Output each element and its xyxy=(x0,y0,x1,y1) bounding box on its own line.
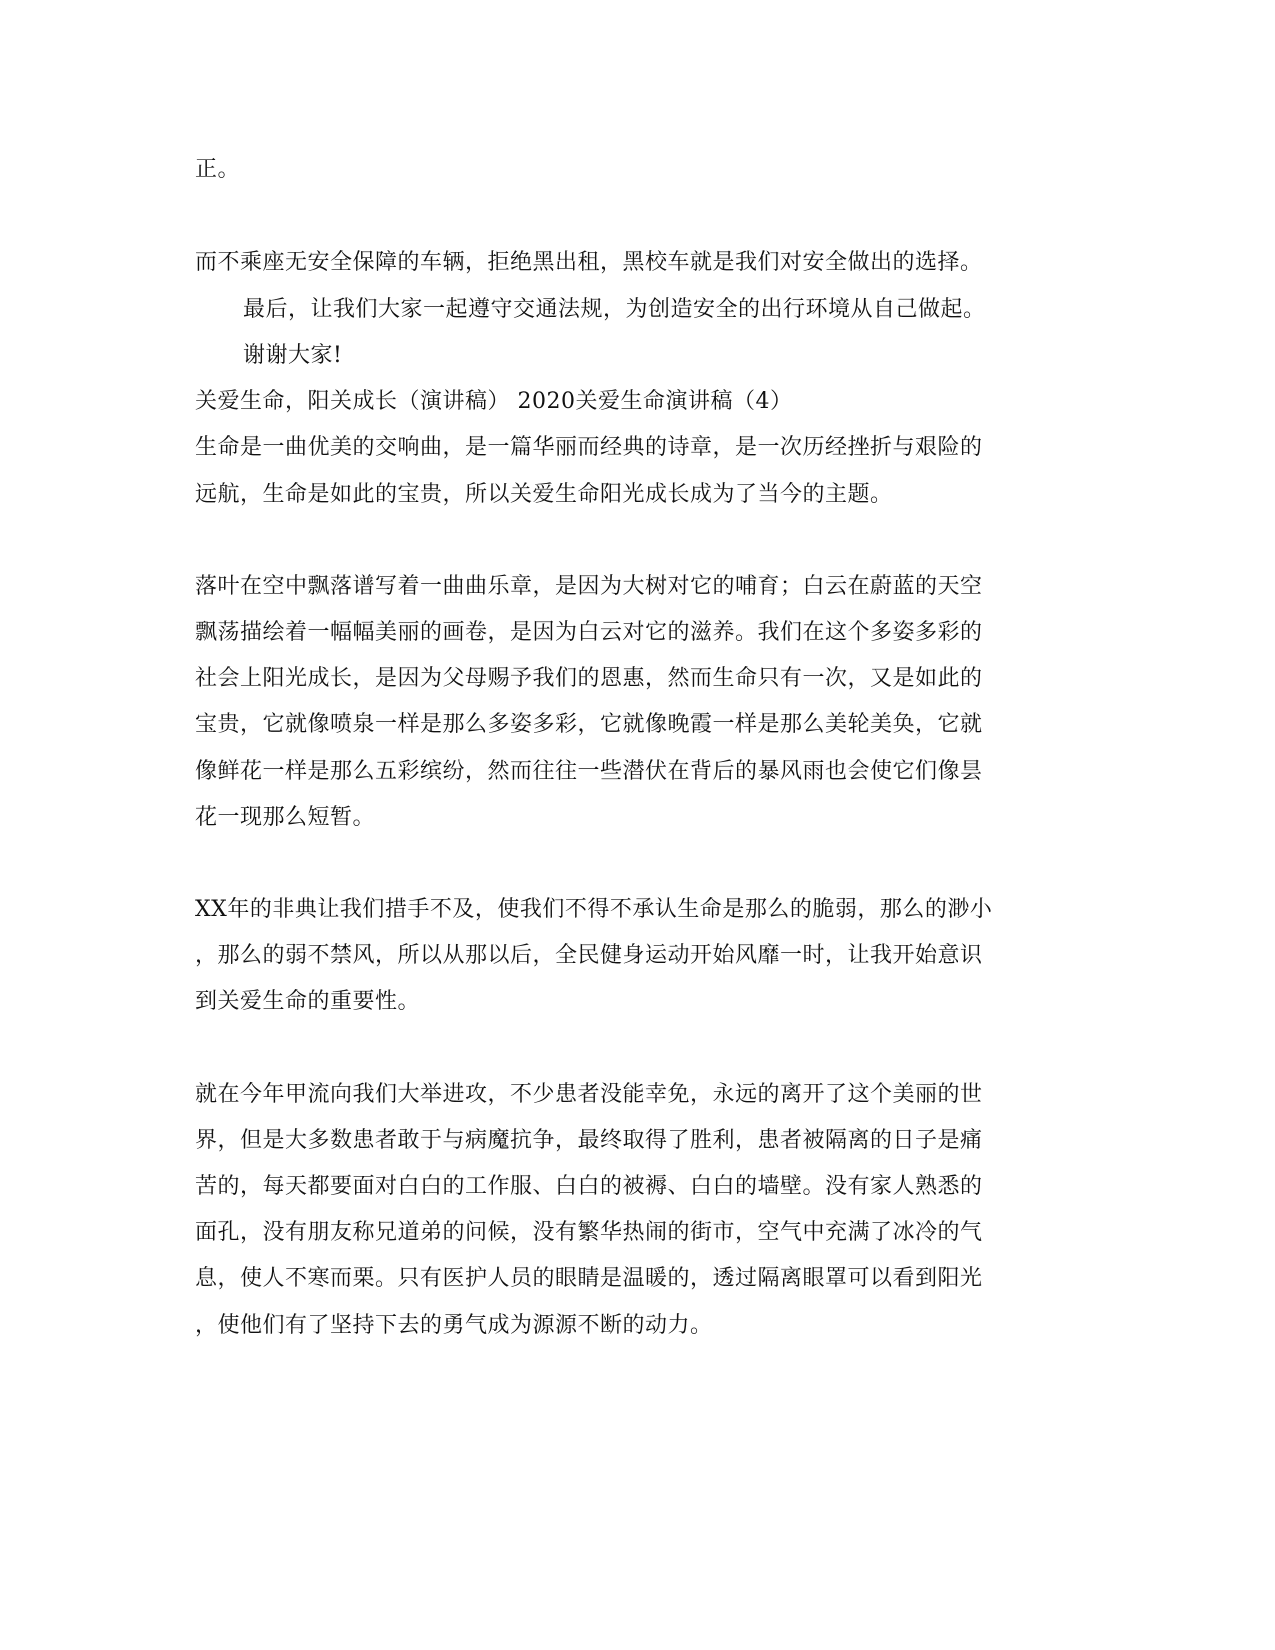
section-heading: 关爱生命，阳关成长（演讲稿） 2020关爱生命演讲稿（4） xyxy=(195,389,793,414)
text-line: 飘荡描绘着一幅幅美丽的画卷，是因为白云对它的滋养。我们在这个多姿多彩的 xyxy=(195,620,983,645)
text-line: 最后，让我们大家一起遵守交通法规，为创造安全的出行环境从自己做起。 xyxy=(243,297,986,322)
text-line: 落叶在空中飘落谱写着一曲曲乐章，是因为大树对它的哺育；白云在蔚蓝的天空 xyxy=(195,574,983,599)
text-line: 而不乘座无安全保障的车辆，拒绝黑出租，黑校车就是我们对安全做出的选择。 xyxy=(195,250,983,275)
text-line: ，使他们有了坚持下去的勇气成为源源不断的动力。 xyxy=(195,1313,713,1338)
text-line: ，那么的弱不禁风，所以从那以后，全民健身运动开始风靡一时，让我开始意识 xyxy=(195,943,983,968)
text-line: 宝贵，它就像喷泉一样是那么多姿多彩，它就像晚霞一样是那么美轮美奂，它就 xyxy=(195,712,983,737)
text-line: 到关爱生命的重要性。 xyxy=(195,989,421,1014)
text-line: 远航，生命是如此的宝贵，所以关爱生命阳光成长成为了当今的主题。 xyxy=(195,482,893,507)
text-line: 花一现那么短暂。 xyxy=(195,805,376,830)
text-line: 正。 xyxy=(195,157,241,182)
text-line: 面孔，没有朋友称兄道弟的问候，没有繁华热闹的街市，空气中充满了冰冷的气 xyxy=(195,1220,983,1245)
text-line: 社会上阳光成长，是因为父母赐予我们的恩惠，然而生命只有一次，又是如此的 xyxy=(195,666,983,691)
text-line: 像鲜花一样是那么五彩缤纷，然而往往一些潜伏在背后的暴风雨也会使它们像昙 xyxy=(195,759,983,784)
text-line: 苦的，每天都要面对白白的工作服、白白的被褥、白白的墙壁。没有家人熟悉的 xyxy=(195,1174,983,1199)
text-line: 谢谢大家! xyxy=(243,343,343,368)
text-line: 就在今年甲流向我们大举进攻，不少患者没能幸免，永远的离开了这个美丽的世 xyxy=(195,1082,983,1107)
text-line: 界，但是大多数患者敢于与病魔抗争，最终取得了胜利，患者被隔离的日子是痛 xyxy=(195,1128,983,1153)
text-line: 息，使人不寒而栗。只有医护人员的眼睛是温暖的，透过隔离眼罩可以看到阳光 xyxy=(195,1266,983,1291)
text-line: 生命是一曲优美的交响曲，是一篇华丽而经典的诗章，是一次历经挫折与艰险的 xyxy=(195,435,983,460)
text-line: XX年的非典让我们措手不及，使我们不得不承认生命是那么的脆弱，那么的渺小 xyxy=(195,897,993,922)
